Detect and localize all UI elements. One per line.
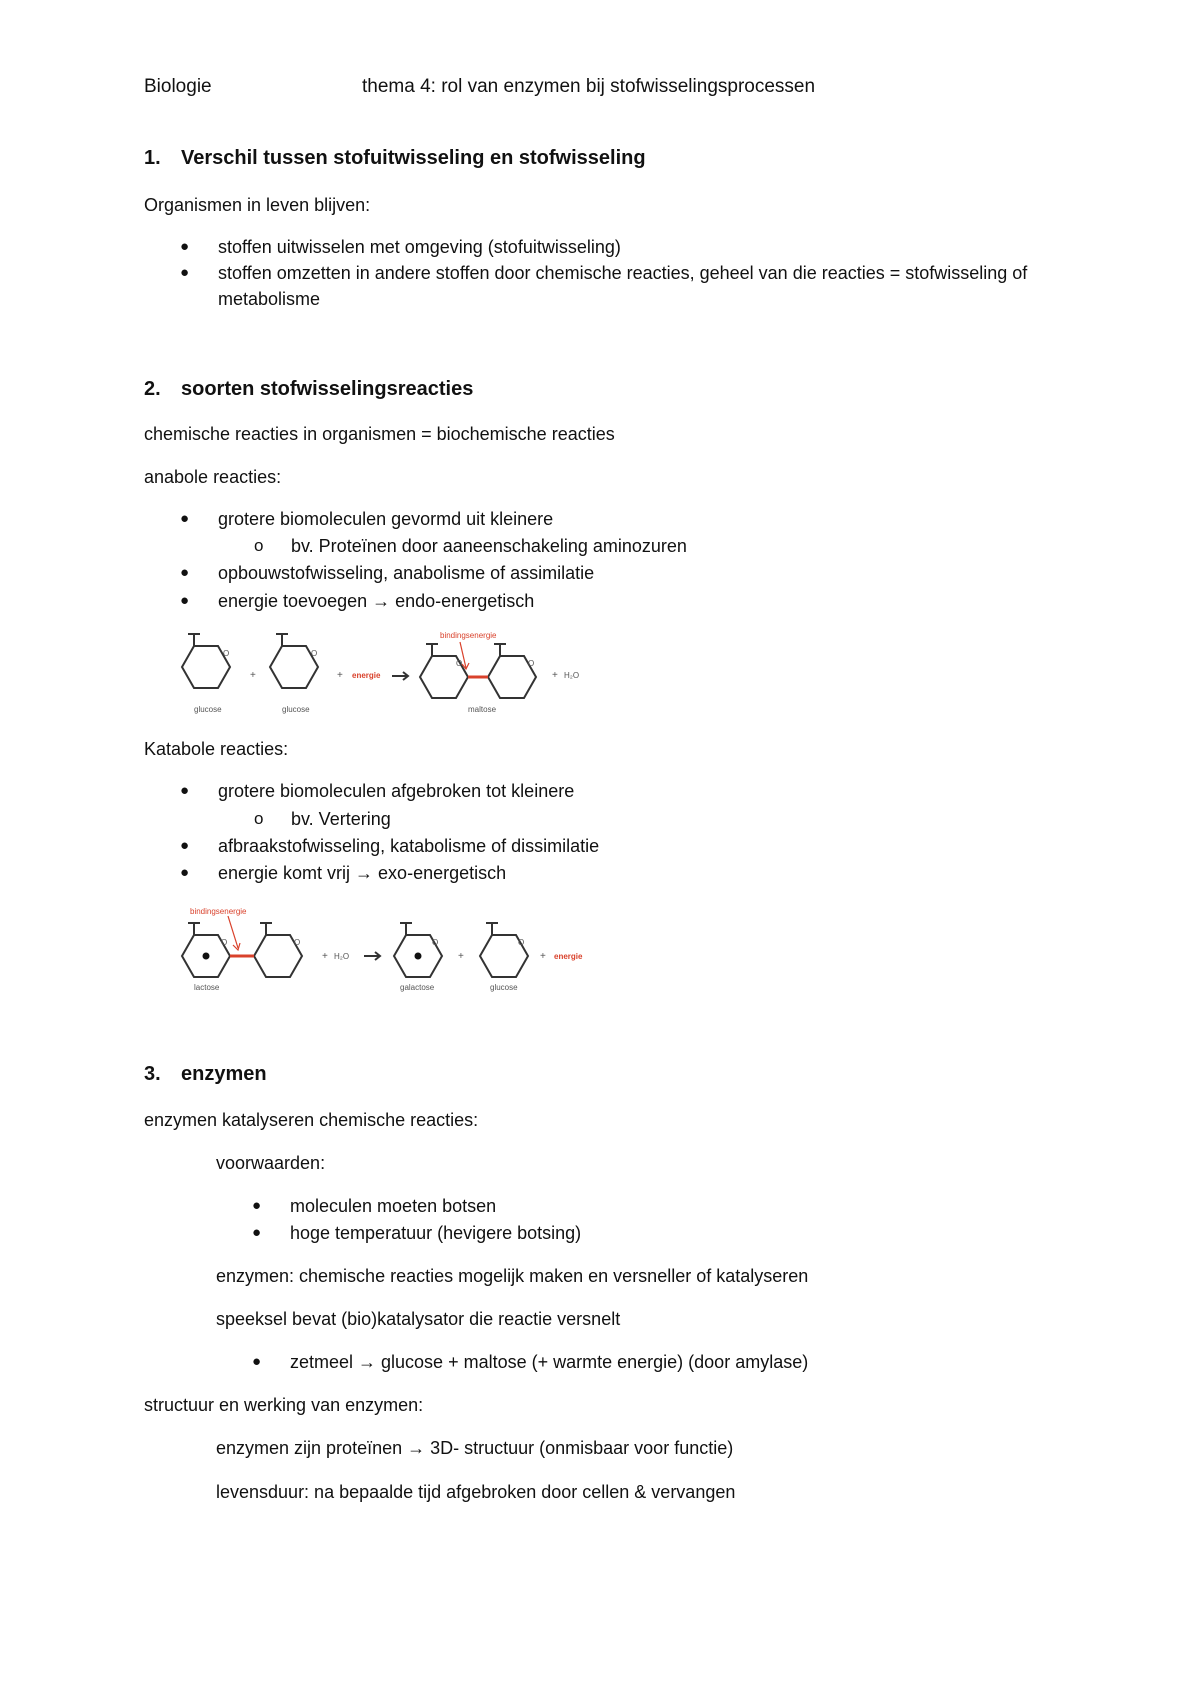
section-2-title: soorten stofwisselingsreacties [181, 378, 474, 400]
bullet-icon: ● [180, 564, 190, 581]
energy-label: energie [554, 952, 583, 961]
ring-oxygen-label: O [528, 659, 535, 668]
bullet-icon: ● [180, 864, 190, 881]
voorwaarden-bullet-2: hoge temperatuur (hevigere botsing) [290, 1223, 582, 1243]
s3-enzymen-definition: enzymen: chemische reacties mogelijk maken en versneller of katalyseren [216, 1266, 809, 1286]
bullet-icon: ● [180, 592, 190, 609]
ring-oxygen-label: O [456, 659, 463, 668]
structuur-heading: structuur en werking van enzymen: [144, 1395, 424, 1415]
bullet-icon: ● [180, 510, 190, 527]
section-2-number: 2. [144, 378, 161, 400]
section-1-title: Verschil tussen stofuitwisseling en stofwisseling [181, 147, 646, 169]
s2-paragraph: chemische reacties in organismen = biochemische reacties [144, 424, 615, 444]
katabole-heading: Katabole reacties: [144, 739, 289, 759]
katabole-bullet-1: grotere biomoleculen afgebroken tot kleinere [218, 781, 575, 801]
plus-sign: + [322, 951, 328, 962]
anabole-bullet-3: energie toevoegen → endo-energetisch [218, 591, 535, 611]
bullet-icon: ● [252, 1197, 262, 1214]
katabole-sub-bullet: bv. Vertering [291, 809, 391, 829]
section-1-number: 1. [144, 147, 161, 169]
bullet-icon: ● [252, 1353, 262, 1370]
glucose-label: glucose [490, 983, 518, 992]
ring-oxygen-label: O [518, 938, 525, 947]
voorwaarden-heading: voorwaarden: [216, 1153, 326, 1173]
glucose-label: glucose [282, 705, 310, 714]
section-3-title: enzymen [181, 1063, 267, 1085]
anabole-sub-bullet: bv. Proteïnen door aaneenschakeling aminozuren [291, 536, 687, 556]
s1-bullet-1: stoffen uitwisselen met omgeving (stofuitwisseling) [218, 237, 621, 257]
katabole-bullet-3: energie komt vrij → exo-energetisch [218, 863, 507, 883]
section-3-number: 3. [144, 1063, 161, 1085]
ring-oxygen-label: O [221, 938, 228, 947]
energy-label: energie [352, 671, 381, 680]
anabole-bullet-2: opbouwstofwisseling, anabolisme of assimilatie [218, 563, 595, 583]
anabolic-reaction-diagram [170, 628, 600, 720]
voorwaarden-bullet-1: moleculen moeten botsen [290, 1196, 497, 1216]
plus-sign: + [337, 670, 343, 681]
s1-bullet-2: stoffen omzetten in andere stoffen door chemische reacties, geheel van die reacties = stofwisseling of [218, 263, 1028, 283]
water-label: H₂O [564, 671, 580, 680]
water-label: H₂O [334, 952, 350, 961]
katabole-bullet-2: afbraakstofwisseling, katabolisme of dissimilatie [218, 836, 600, 856]
plus-sign: + [540, 951, 546, 962]
binding-energy-label: bindingsenergie [190, 907, 247, 916]
ring-oxygen-label: O [294, 938, 301, 947]
bullet-icon: ● [180, 782, 190, 799]
maltose-label: maltose [468, 705, 497, 714]
ring-oxygen-label: O [432, 938, 439, 947]
anabole-bullet-1: grotere biomoleculen gevormd uit kleinere [218, 509, 554, 529]
bullet-icon: ● [180, 837, 190, 854]
catabolic-reaction-diagram [170, 902, 600, 998]
sub-bullet-icon: o [254, 809, 264, 828]
s3-proteinen: enzymen zijn proteïnen → 3D- structuur (onmisbaar voor functie) [216, 1438, 734, 1458]
bullet-icon: ● [252, 1224, 262, 1241]
lactose-label: lactose [194, 983, 220, 992]
bullet-icon: ● [180, 238, 190, 255]
s3-levensduur: levensduur: na bepaalde tijd afgebroken door cellen & vervangen [216, 1482, 736, 1502]
bullet-icon: ● [180, 264, 190, 281]
header-subject: Biologie [144, 76, 212, 97]
s3-intro: enzymen katalyseren chemische reacties: [144, 1110, 479, 1130]
binding-energy-label: bindingsenergie [440, 631, 497, 640]
ring-oxygen-label: O [223, 649, 230, 658]
sub-bullet-icon: o [254, 536, 264, 555]
plus-sign: + [250, 670, 256, 681]
header-theme: thema 4: rol van enzymen bij stofwisselingsprocessen [362, 76, 816, 97]
glucose-label: glucose [194, 705, 222, 714]
anabole-heading: anabole reacties: [144, 467, 282, 487]
s1-intro: Organismen in leven blijven: [144, 195, 371, 215]
speeksel-bullet: zetmeel → glucose + maltose (+ warmte energie) (door amylase) [290, 1352, 809, 1372]
plus-sign: + [552, 670, 558, 681]
ring-oxygen-label: O [311, 649, 318, 658]
s1-bullet-2-cont: metabolisme [218, 289, 321, 309]
s3-speeksel: speeksel bevat (bio)katalysator die reactie versnelt [216, 1309, 621, 1329]
galactose-label: galactose [400, 983, 435, 992]
plus-sign: + [458, 951, 464, 962]
